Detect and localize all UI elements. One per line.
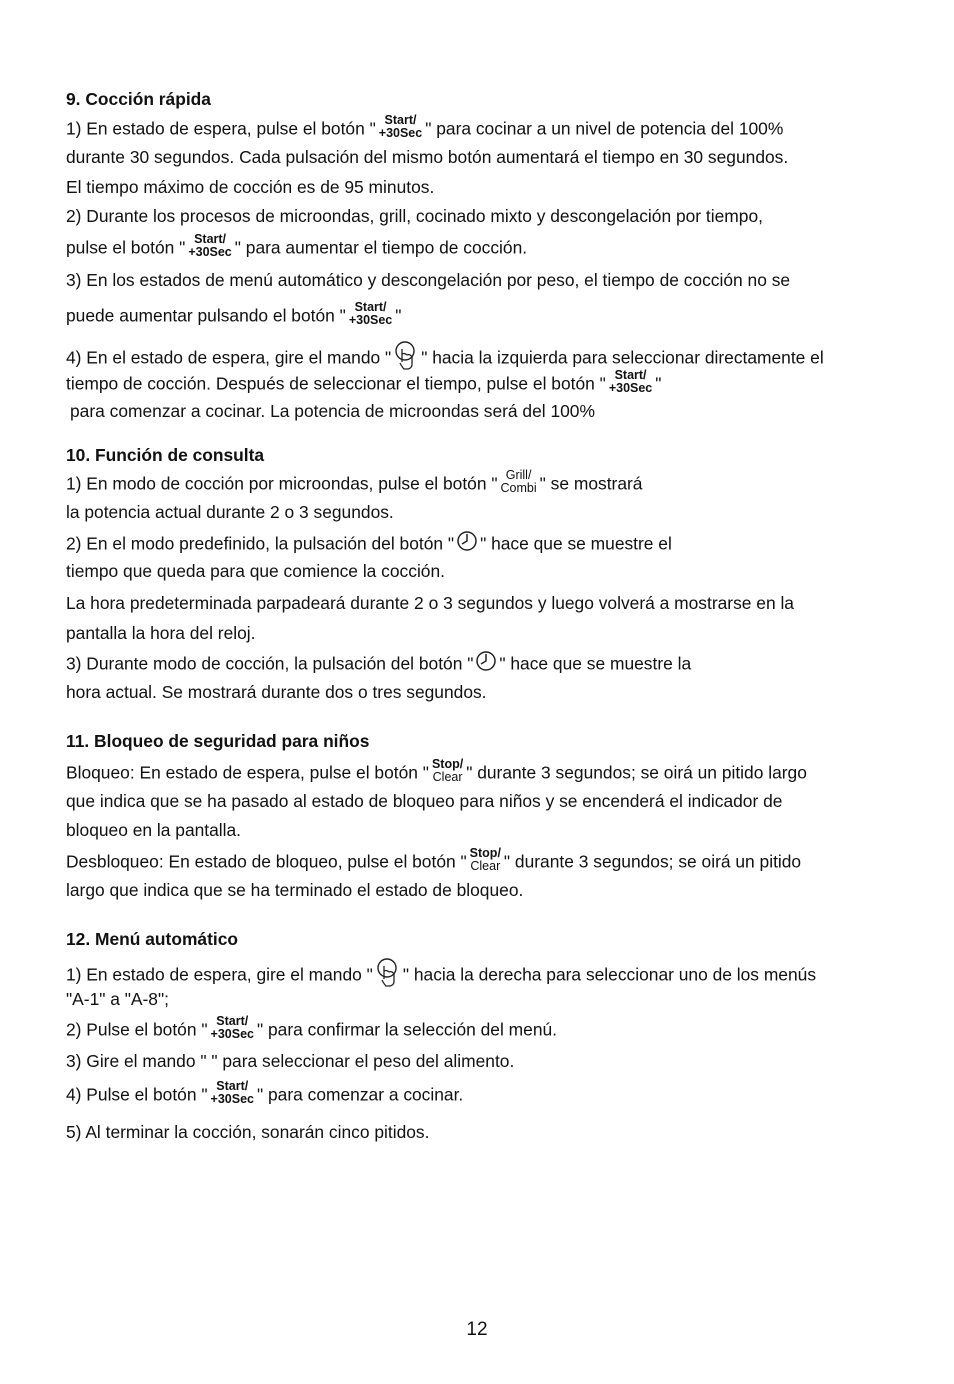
s10-p2-line2: tiempo que queda para que comience la cocción. (66, 561, 445, 581)
s12-p5-line1: 5) Al terminar la cocción, sonarán cinco pitidos. (66, 1122, 430, 1142)
text: 4) Pulse el botón " (66, 1084, 208, 1105)
s9-p1-line2: durante 30 segundos. Cada pulsación del mismo botón aumentará el tiempo en 30 segundos. (66, 147, 789, 167)
text: 2) Pulse el botón " (66, 1019, 208, 1040)
text: " hace que se muestre el (480, 533, 672, 554)
text: puede aumentar pulsando el botón " (66, 305, 346, 326)
s9-p4-line3: para comenzar a cocinar. La potencia de microondas será del 100% (70, 401, 595, 421)
s12-p4-line1 (66, 1079, 464, 1109)
s12-p1-line1 (66, 959, 816, 993)
s9-p3-line2 (66, 300, 402, 330)
text: 1) En estado de espera, pulse el botón " (66, 118, 376, 139)
s11-p1-line3: bloqueo en la pantalla. (66, 820, 242, 840)
s10-p2-line4: pantalla la hora del reloj. (66, 623, 256, 643)
s10-p2-line1 (66, 532, 672, 558)
stop-clear-button-icon: Stop/ Clear (431, 757, 464, 784)
s10-p1-line1 (66, 468, 643, 498)
s12-p3-line1: 3) Gire el mando " " para seleccionar el peso del alimento. (66, 1051, 515, 1071)
s10-p3-line1 (66, 652, 691, 678)
section-11-heading: 11. Bloqueo de seguridad para niños (66, 731, 370, 751)
s12-p2-line1 (66, 1014, 558, 1044)
s11-p1-line1 (66, 757, 807, 787)
text: 1) En modo de cocción por microondas, pulse el botón " (66, 473, 498, 494)
s11-p2-line1 (66, 846, 802, 876)
start-30sec-button-icon: Start/ +30Sec (188, 232, 232, 259)
clock-icon (456, 530, 478, 556)
start-30sec-button-icon: Start/ +30Sec (210, 1079, 254, 1106)
text: " se mostrará (539, 473, 643, 494)
grill-combi-button-icon: Grill/ Combi (500, 468, 537, 495)
text: " hace que se muestre la (499, 653, 692, 674)
s10-p1-line2: la potencia actual durante 2 o 3 segundos. (66, 502, 394, 522)
s11-p1-line2: que indica que se ha pasado al estado de bloqueo para niños y se encenderá el indicador de (66, 791, 783, 811)
s9-p4-line2 (66, 368, 662, 398)
clock-icon (475, 650, 497, 676)
s10-p3-line2: hora actual. Se mostrará durante dos o tres segundos. (66, 682, 487, 702)
s9-p1-line1 (66, 113, 784, 143)
text: Bloqueo: En estado de espera, pulse el botón " (66, 762, 429, 783)
text: " para cocinar a un nivel de potencia del 100% (425, 118, 784, 139)
start-30sec-button-icon: Start/ +30Sec (348, 300, 393, 327)
knob-hand-icon (393, 340, 419, 374)
s11-p2-line2: largo que indica que se ha terminado el estado de bloqueo. (66, 880, 524, 900)
text: " durante 3 segundos; se oirá un pitido largo (466, 762, 807, 783)
text: Desbloqueo: En estado de bloqueo, pulse el botón " (66, 851, 467, 872)
text: 3) Durante modo de cocción, la pulsación del botón " (66, 653, 474, 674)
s12-p1-line2: "A-1" a "A-8"; (66, 989, 169, 1009)
text: pulse el botón " (66, 237, 186, 258)
text: tiempo de cocción. Después de seleccionar el tiempo, pulse el botón " (66, 373, 606, 394)
stop-clear-button-icon: Stop/ Clear (469, 846, 501, 873)
section-10-heading: 10. Función de consulta (66, 445, 265, 465)
text: " hacia la derecha para seleccionar uno de los menús (402, 964, 817, 985)
s10-p2-line3: La hora predeterminada parpadeará durante 2 o 3 segundos y luego volverá a mostrarse en la (66, 593, 794, 613)
text: " para comenzar a cocinar. (256, 1084, 464, 1105)
text: 2) En el modo predefinido, la pulsación del botón " (66, 533, 455, 554)
start-30sec-button-icon: Start/ +30Sec (210, 1014, 254, 1041)
s9-p3-line1: 3) En los estados de menú automático y descongelación por peso, el tiempo de cocción no se (66, 270, 791, 290)
text: " para aumentar el tiempo de cocción. (234, 237, 528, 258)
start-30sec-button-icon: Start/ +30Sec (378, 113, 423, 140)
text: 4) En el estado de espera, gire el mando " (66, 347, 392, 368)
section-12-heading: 12. Menú automático (66, 929, 239, 949)
s9-p2-line1: 2) Durante los procesos de microondas, grill, cocinado mixto y descongelación por tiempo, (66, 206, 763, 226)
text: " para confirmar la selección del menú. (256, 1019, 558, 1040)
text: " (395, 305, 402, 326)
section-9-heading: 9. Cocción rápida (66, 89, 211, 109)
s9-p4-line1 (66, 342, 824, 376)
page-number: 12 (466, 1319, 488, 1340)
knob-hand-icon (375, 957, 401, 991)
s9-p1-line3: El tiempo máximo de cocción es de 95 minutos. (66, 177, 435, 197)
start-30sec-button-icon: Start/ +30Sec (608, 368, 653, 395)
text: 1) En estado de espera, gire el mando " (66, 964, 373, 985)
s9-p2-line2 (66, 232, 528, 262)
text: " hacia la izquierda para seleccionar directamente el (421, 347, 824, 368)
text: " (655, 373, 662, 394)
text: " durante 3 segundos; se oirá un pitido (503, 851, 802, 872)
